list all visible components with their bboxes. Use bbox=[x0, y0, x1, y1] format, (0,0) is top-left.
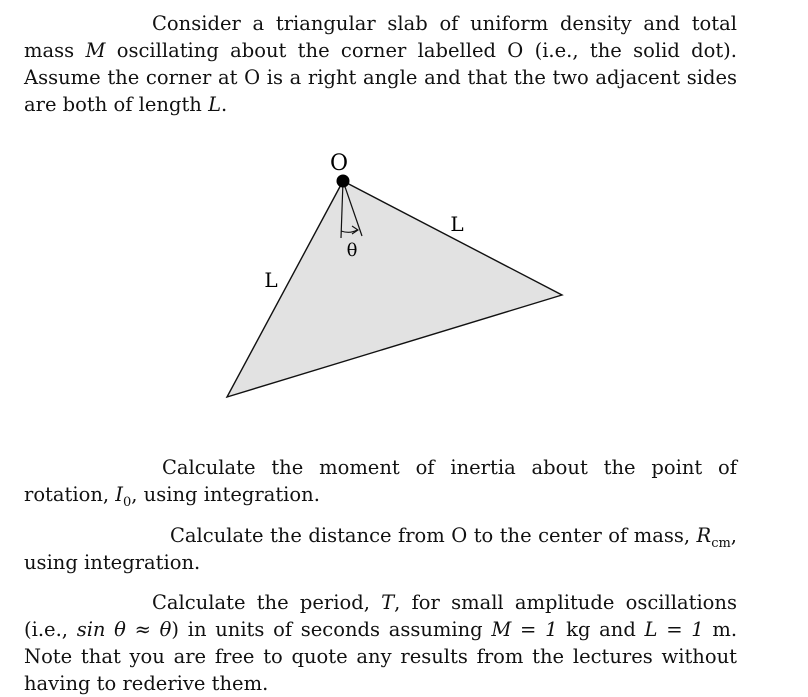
side-right-label: L bbox=[450, 212, 464, 236]
pivot-dot bbox=[337, 175, 350, 188]
q3-text-2: , for small amplitude oscillations (i.e., bbox=[24, 591, 737, 641]
radius-symbol: R bbox=[696, 524, 712, 547]
inertia-symbol: I bbox=[115, 483, 123, 506]
period-symbol: T bbox=[381, 591, 395, 614]
q1-text-2: , using integration. bbox=[131, 483, 320, 506]
length-symbol: L bbox=[208, 93, 222, 116]
length-equation: L = 1 bbox=[644, 618, 704, 641]
q3-text-1: Calculate the period, bbox=[152, 591, 382, 614]
q3-text-5: m. Note that you are free to quote any results from the lectures without having to rederive them. bbox=[24, 618, 738, 695]
small-angle-approx: sin θ ≈ θ bbox=[76, 618, 172, 641]
intro-text-1: Consider a triangular slab of uniform density and total mass bbox=[24, 12, 737, 62]
side-left-label: L bbox=[264, 268, 278, 292]
question-moment-of-inertia bbox=[24, 454, 737, 508]
mass-equation: M = 1 bbox=[491, 618, 558, 641]
inertia-subscript: 0 bbox=[123, 494, 132, 510]
intro-text-2: oscillating about the corner labelled O (i.e., the solid dot). Assume the corner at O is a right angle and that the two adjacent sides are both of length bbox=[24, 39, 737, 116]
q2-text-1: Calculate the distance from O to the center of mass, bbox=[170, 524, 697, 547]
question-center-of-mass bbox=[24, 522, 737, 576]
pivot-label: O bbox=[329, 151, 349, 176]
q3-text-4: kg and bbox=[557, 618, 645, 641]
q1-text-1: Calculate the moment of inertia about the point of rotation, bbox=[24, 456, 737, 506]
radius-subscript: cm bbox=[711, 535, 731, 551]
question-period bbox=[24, 589, 737, 697]
q3-text-3: ) in units of seconds assuming bbox=[171, 618, 492, 641]
angle-label: θ bbox=[346, 240, 358, 261]
intro-text-3: . bbox=[221, 93, 228, 116]
mass-symbol: M bbox=[85, 39, 106, 62]
q2-text-2: , using integration. bbox=[24, 524, 737, 574]
